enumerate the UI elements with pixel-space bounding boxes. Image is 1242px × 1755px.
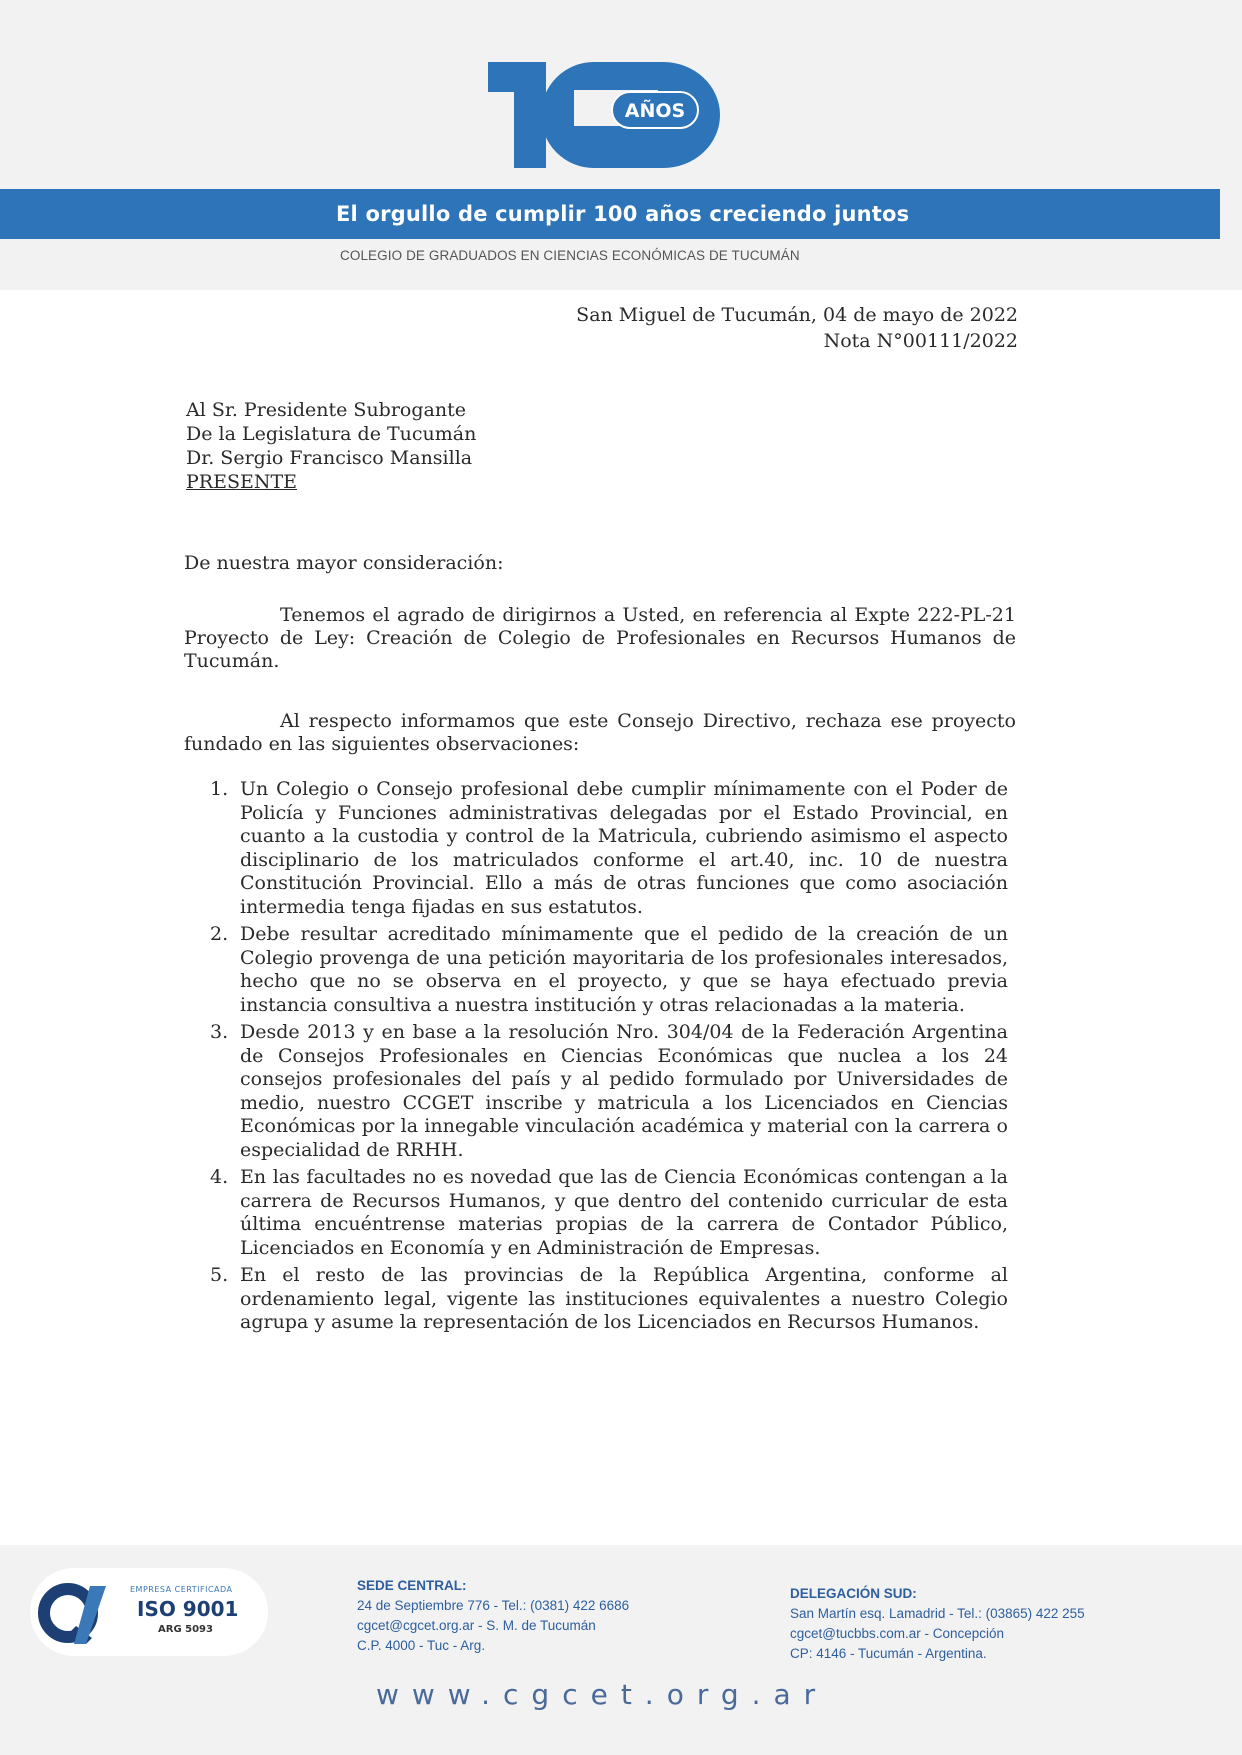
- addressee-block: [186, 398, 476, 494]
- website-link[interactable]: www.cgcet.org.ar: [376, 1678, 829, 1711]
- salutation: De nuestra mayor consideración:: [184, 552, 504, 574]
- head-office-line: C.P. 4000 - Tuc - Arg.: [357, 1638, 486, 1653]
- head-office-line: cgcet@cgcet.org.ar - S. M. de Tucumán: [357, 1618, 596, 1633]
- list-item-number: 2.: [210, 923, 229, 945]
- south-delegation-line: cgcet@tucbbs.com.ar - Concepción: [790, 1626, 1005, 1641]
- head-office-title: SEDE CENTRAL:: [357, 1578, 467, 1593]
- south-delegation-line: CP: 4146 - Tucumán - Argentina.: [790, 1646, 987, 1661]
- list-item-number: 4.: [210, 1166, 229, 1188]
- addressee-line: De la Legislatura de Tucumán: [186, 423, 477, 445]
- banner-text: El orgullo de cumplir 100 años creciendo juntos: [336, 202, 910, 226]
- list-item-text: En el resto de las provincias de la República Argentina, conforme al ordenamiento legal, vigente las instituciones equivalentes a nuestro Colegio agrupa y asume la representación de los Licenciados en Recursos Humanos.: [240, 1264, 1008, 1333]
- list-item-text: Desde 2013 y en base a la resolución Nro. 304/04 de la Federación Argentina de Consejos Profesionales en Ciencias Económicas que nuclea a los 24 consejos profesionales del país y al pedido formulado por Universidades de medio, nuestro CCGET inscribe y matricula a los Licenciados en Ciencias Económicas por la innegable vinculación académica y material con la carrera o especialidad de RRHH.: [240, 1021, 1008, 1161]
- list-item-number: 5.: [210, 1264, 229, 1286]
- head-office-line: 24 de Septiembre 776 - Tel.: (0381) 422 6686: [357, 1598, 630, 1613]
- body-paragraph: Al respecto informamos que este Consejo Directivo, rechaza ese proyecto fundado en las siguientes observaciones:: [184, 710, 1016, 755]
- head-office-contact: [357, 1576, 629, 1656]
- cert-code: ARG 5093: [158, 1624, 213, 1635]
- list-item: [210, 1166, 1008, 1260]
- list-item-text: En las facultades no es novedad que las de Ciencia Económicas contengan a la carrera de Recursos Humanos, y que dentro del contenido curricular de esta última encuéntrense materias propias de la carrera de Contador Público, Licenciados en Economía y en Administración de Empresas.: [240, 1166, 1008, 1259]
- organization-name: COLEGIO DE GRADUADOS EN CIENCIAS ECONÓMICAS DE TUCUMÁN: [340, 248, 800, 263]
- list-item-number: 1.: [210, 778, 229, 800]
- south-delegation-contact: [790, 1584, 1085, 1664]
- qv-certification-icon: [36, 1578, 124, 1648]
- cert-caption: EMPRESA CERTIFICADA: [130, 1585, 233, 1594]
- list-item-text: Un Colegio o Consejo profesional debe cumplir mínimamente con el Poder de Policía y Funciones administrativas delegadas por el Estado Provincial, en cuanto a la custodia y control de la Matricula, cubriendo asimismo el aspecto disciplinario de los matriculados conforme el art.40, inc. 10 de nuestra Constitución Provincial. Ello a más de otras funciones que como asociación intermedia tenga fijadas en sus estatutos.: [240, 778, 1008, 918]
- centenary-banner: [0, 189, 1220, 239]
- list-item-text: Debe resultar acreditado mínimamente que el pedido de la creación de un Colegio provenga de una petición mayoritaria de los profesionales interesados, hecho que no se observa en el proyecto, y que se haya efectuado previa instancia consultiva a nuestra institución y otras relacionadas a la materia.: [240, 923, 1008, 1016]
- addressee-presente: PRESENTE: [186, 471, 298, 493]
- list-item: [210, 923, 1008, 1017]
- list-item-number: 3.: [210, 1021, 229, 1043]
- centenary-logo: [488, 62, 720, 168]
- south-delegation-line: San Martín esq. Lamadrid - Tel.: (03865) 422 255: [790, 1606, 1085, 1621]
- letter-date: San Miguel de Tucumán, 04 de mayo de 2022: [576, 304, 1018, 326]
- observations-list: [210, 778, 1008, 1339]
- south-delegation-title: DELEGACIÓN SUD:: [790, 1586, 917, 1601]
- list-item: [210, 778, 1008, 919]
- addressee-line: Al Sr. Presidente Subrogante: [186, 399, 466, 421]
- list-item: [210, 1264, 1008, 1335]
- logo-text: AÑOS: [624, 100, 686, 122]
- list-item: [210, 1021, 1008, 1162]
- body-paragraph: Tenemos el agrado de dirigirnos a Usted, en referencia al Expte 222-PL-21 Proyecto de Ley: Creación de Colegio de Profesionales en Recursos Humanos de Tucumán.: [184, 604, 1016, 672]
- cert-standard: ISO 9001: [137, 1597, 239, 1621]
- addressee-line: Dr. Sergio Francisco Mansilla: [186, 447, 473, 469]
- letter-reference-number: Nota N°00111/2022: [823, 330, 1018, 352]
